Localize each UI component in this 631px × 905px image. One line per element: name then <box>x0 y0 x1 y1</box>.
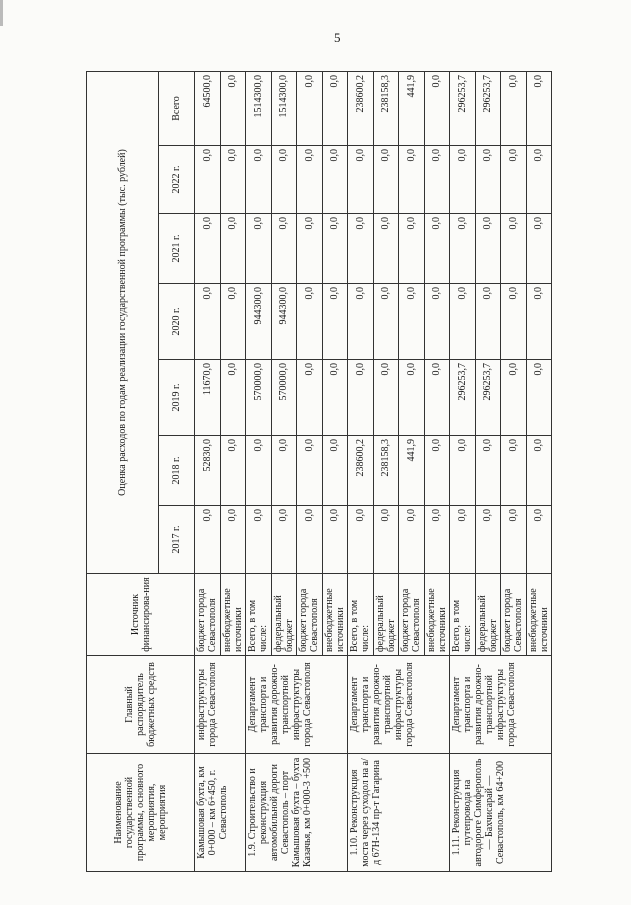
value-cell: 0,0 <box>501 284 527 360</box>
source-cell: внебюджетные источники <box>526 574 552 656</box>
value-cell: 0,0 <box>246 506 272 574</box>
header-year: Всего <box>159 71 195 145</box>
header-manager: Главный распорядитель бюджетных средств <box>87 656 195 754</box>
value-cell: 0,0 <box>246 214 272 284</box>
source-cell: внебюджетные источники <box>322 574 348 656</box>
value-cell: 944300,0 <box>271 284 297 360</box>
value-cell: 0,0 <box>348 360 374 436</box>
manager-cell: Департамент транспорта и развития дорожно-транспортной инфраструктуры города Севастополя <box>348 656 450 754</box>
value-cell: 0,0 <box>348 284 374 360</box>
header-year: 2020 г. <box>159 284 195 360</box>
value-cell: 0,0 <box>322 360 348 436</box>
value-cell: 0,0 <box>501 506 527 574</box>
value-cell: 0,0 <box>220 71 246 145</box>
header-source: Источник финансирова-ния <box>87 574 195 656</box>
value-cell: 0,0 <box>246 436 272 506</box>
value-cell: 0,0 <box>424 360 450 436</box>
value-cell: 0,0 <box>348 214 374 284</box>
manager-cell: Департамент транспорта и развития дорожно-транспортной инфраструктуры города Севастополя <box>246 656 348 754</box>
value-cell: 0,0 <box>220 146 246 214</box>
source-cell: федеральный бюджет <box>271 574 297 656</box>
value-cell: 0,0 <box>348 506 374 574</box>
value-cell: 0,0 <box>424 436 450 506</box>
source-cell: бюджет города Севастополя <box>399 574 425 656</box>
value-cell: 0,0 <box>297 506 323 574</box>
header-year: 2018 г. <box>159 436 195 506</box>
value-cell: 0,0 <box>475 214 501 284</box>
value-cell: 0,0 <box>526 284 552 360</box>
value-cell: 0,0 <box>424 146 450 214</box>
event-name-cell: 1.10. Реконструкция моста через суходол на а/д 67Н-134 пр-т Гагарина <box>348 754 450 872</box>
table-row <box>450 71 476 871</box>
value-cell: 0,0 <box>526 146 552 214</box>
budget-table <box>86 71 552 872</box>
value-cell: 0,0 <box>297 146 323 214</box>
value-cell: 0,0 <box>501 360 527 436</box>
value-cell: 0,0 <box>526 360 552 436</box>
value-cell: 0,0 <box>399 214 425 284</box>
value-cell: 1514300,0 <box>246 71 272 145</box>
value-cell: 0,0 <box>424 214 450 284</box>
source-cell: Всего, в том числе: <box>246 574 272 656</box>
value-cell: 0,0 <box>450 506 476 574</box>
event-name-cell: 1.9. Строительство и реконструкция автомобильной дороги Севастополь – порт Камышовая бухта – бухта Казачья, км 0+000-3 +500 <box>246 754 348 872</box>
value-cell: 0,0 <box>297 214 323 284</box>
value-cell: 0,0 <box>501 71 527 145</box>
value-cell: 64500,0 <box>195 71 221 145</box>
value-cell: 0,0 <box>271 506 297 574</box>
value-cell: 296253,7 <box>450 71 476 145</box>
value-cell: 0,0 <box>322 146 348 214</box>
value-cell: 0,0 <box>475 506 501 574</box>
value-cell: 441,9 <box>399 71 425 145</box>
value-cell: 0,0 <box>501 146 527 214</box>
source-cell: бюджет города Севастополя <box>195 574 221 656</box>
value-cell: 0,0 <box>373 284 399 360</box>
value-cell: 0,0 <box>220 360 246 436</box>
value-cell: 0,0 <box>501 436 527 506</box>
value-cell: 0,0 <box>526 71 552 145</box>
value-cell: 0,0 <box>399 506 425 574</box>
manager-cell: инфраструктуры города Севастополя <box>195 656 246 754</box>
rotated-table-frame <box>86 72 552 872</box>
value-cell: 0,0 <box>271 436 297 506</box>
value-cell: 0,0 <box>373 214 399 284</box>
table-row <box>348 71 374 871</box>
value-cell: 0,0 <box>195 146 221 214</box>
header-year: 2021 г. <box>159 214 195 284</box>
value-cell: 0,0 <box>246 146 272 214</box>
value-cell: 0,0 <box>399 284 425 360</box>
value-cell: 570000,0 <box>246 360 272 436</box>
value-cell: 296253,7 <box>475 71 501 145</box>
value-cell: 0,0 <box>450 146 476 214</box>
header-year: 2019 г. <box>159 360 195 436</box>
value-cell: 0,0 <box>373 506 399 574</box>
value-cell: 0,0 <box>297 284 323 360</box>
source-cell: федеральный бюджет <box>373 574 399 656</box>
value-cell: 0,0 <box>526 214 552 284</box>
value-cell: 0,0 <box>195 214 221 284</box>
header-estimate: Оценка расходов по годам реализации государственной программы (тыс. рублей) <box>87 71 159 573</box>
value-cell: 570000,0 <box>271 360 297 436</box>
value-cell: 0,0 <box>220 506 246 574</box>
source-cell: бюджет города Севастополя <box>501 574 527 656</box>
value-cell: 0,0 <box>271 214 297 284</box>
value-cell: 0,0 <box>424 284 450 360</box>
value-cell: 0,0 <box>220 284 246 360</box>
value-cell: 0,0 <box>450 436 476 506</box>
value-cell: 0,0 <box>373 360 399 436</box>
value-cell: 0,0 <box>501 214 527 284</box>
table-row <box>195 71 221 871</box>
manager-cell: Департамент транспорта и развития дорожно-транспортной инфраструктуры города Севастополя <box>450 656 552 754</box>
value-cell: 238600,2 <box>348 436 374 506</box>
value-cell: 0,0 <box>450 284 476 360</box>
rotated-table-container <box>86 72 552 872</box>
value-cell: 0,0 <box>220 436 246 506</box>
value-cell: 0,0 <box>322 506 348 574</box>
value-cell: 0,0 <box>322 71 348 145</box>
value-cell: 238600,2 <box>348 71 374 145</box>
value-cell: 0,0 <box>526 436 552 506</box>
value-cell: 238158,3 <box>373 436 399 506</box>
scan-edge-mark <box>0 0 3 26</box>
value-cell: 0,0 <box>348 146 374 214</box>
value-cell: 0,0 <box>526 506 552 574</box>
value-cell: 0,0 <box>322 214 348 284</box>
value-cell: 296253,7 <box>475 360 501 436</box>
value-cell: 0,0 <box>297 436 323 506</box>
value-cell: 0,0 <box>297 360 323 436</box>
value-cell: 296253,7 <box>450 360 476 436</box>
value-cell: 1514300,0 <box>271 71 297 145</box>
value-cell: 0,0 <box>195 506 221 574</box>
header-year: 2017 г. <box>159 506 195 574</box>
value-cell: 0,0 <box>322 436 348 506</box>
value-cell: 0,0 <box>399 360 425 436</box>
source-cell: Всего, в том числе: <box>450 574 476 656</box>
event-name-cell: 1.11. Реконструкция путепровода на автодороге Симферополь — Бахчисарай — Севастополь, км 64+200 <box>450 754 552 872</box>
value-cell: 0,0 <box>373 146 399 214</box>
value-cell: 238158,3 <box>373 71 399 145</box>
value-cell: 944300,0 <box>246 284 272 360</box>
value-cell: 0,0 <box>475 436 501 506</box>
header-name: Наименование государственной программы, основного мероприятия, мероприятия <box>87 754 195 872</box>
value-cell: 0,0 <box>475 284 501 360</box>
value-cell: 0,0 <box>399 146 425 214</box>
value-cell: 0,0 <box>220 214 246 284</box>
value-cell: 0,0 <box>195 284 221 360</box>
value-cell: 0,0 <box>424 506 450 574</box>
value-cell: 0,0 <box>271 146 297 214</box>
page-number: 5 <box>334 30 341 45</box>
event-name-cell: Камышовая бухта, км 0+000 – км 6+450, г. Севастополь <box>195 754 246 872</box>
header-year: 2022 г. <box>159 146 195 214</box>
value-cell: 11670,0 <box>195 360 221 436</box>
value-cell: 0,0 <box>450 214 476 284</box>
source-cell: внебюджетные источники <box>220 574 246 656</box>
source-cell: Всего, в том числе: <box>348 574 374 656</box>
value-cell: 441,9 <box>399 436 425 506</box>
value-cell: 52830,0 <box>195 436 221 506</box>
source-cell: федеральный бюджет <box>475 574 501 656</box>
source-cell: внебюджетные источники <box>424 574 450 656</box>
value-cell: 0,0 <box>424 71 450 145</box>
value-cell: 0,0 <box>297 71 323 145</box>
value-cell: 0,0 <box>475 146 501 214</box>
table-row <box>246 71 272 871</box>
source-cell: бюджет города Севастополя <box>297 574 323 656</box>
value-cell: 0,0 <box>322 284 348 360</box>
